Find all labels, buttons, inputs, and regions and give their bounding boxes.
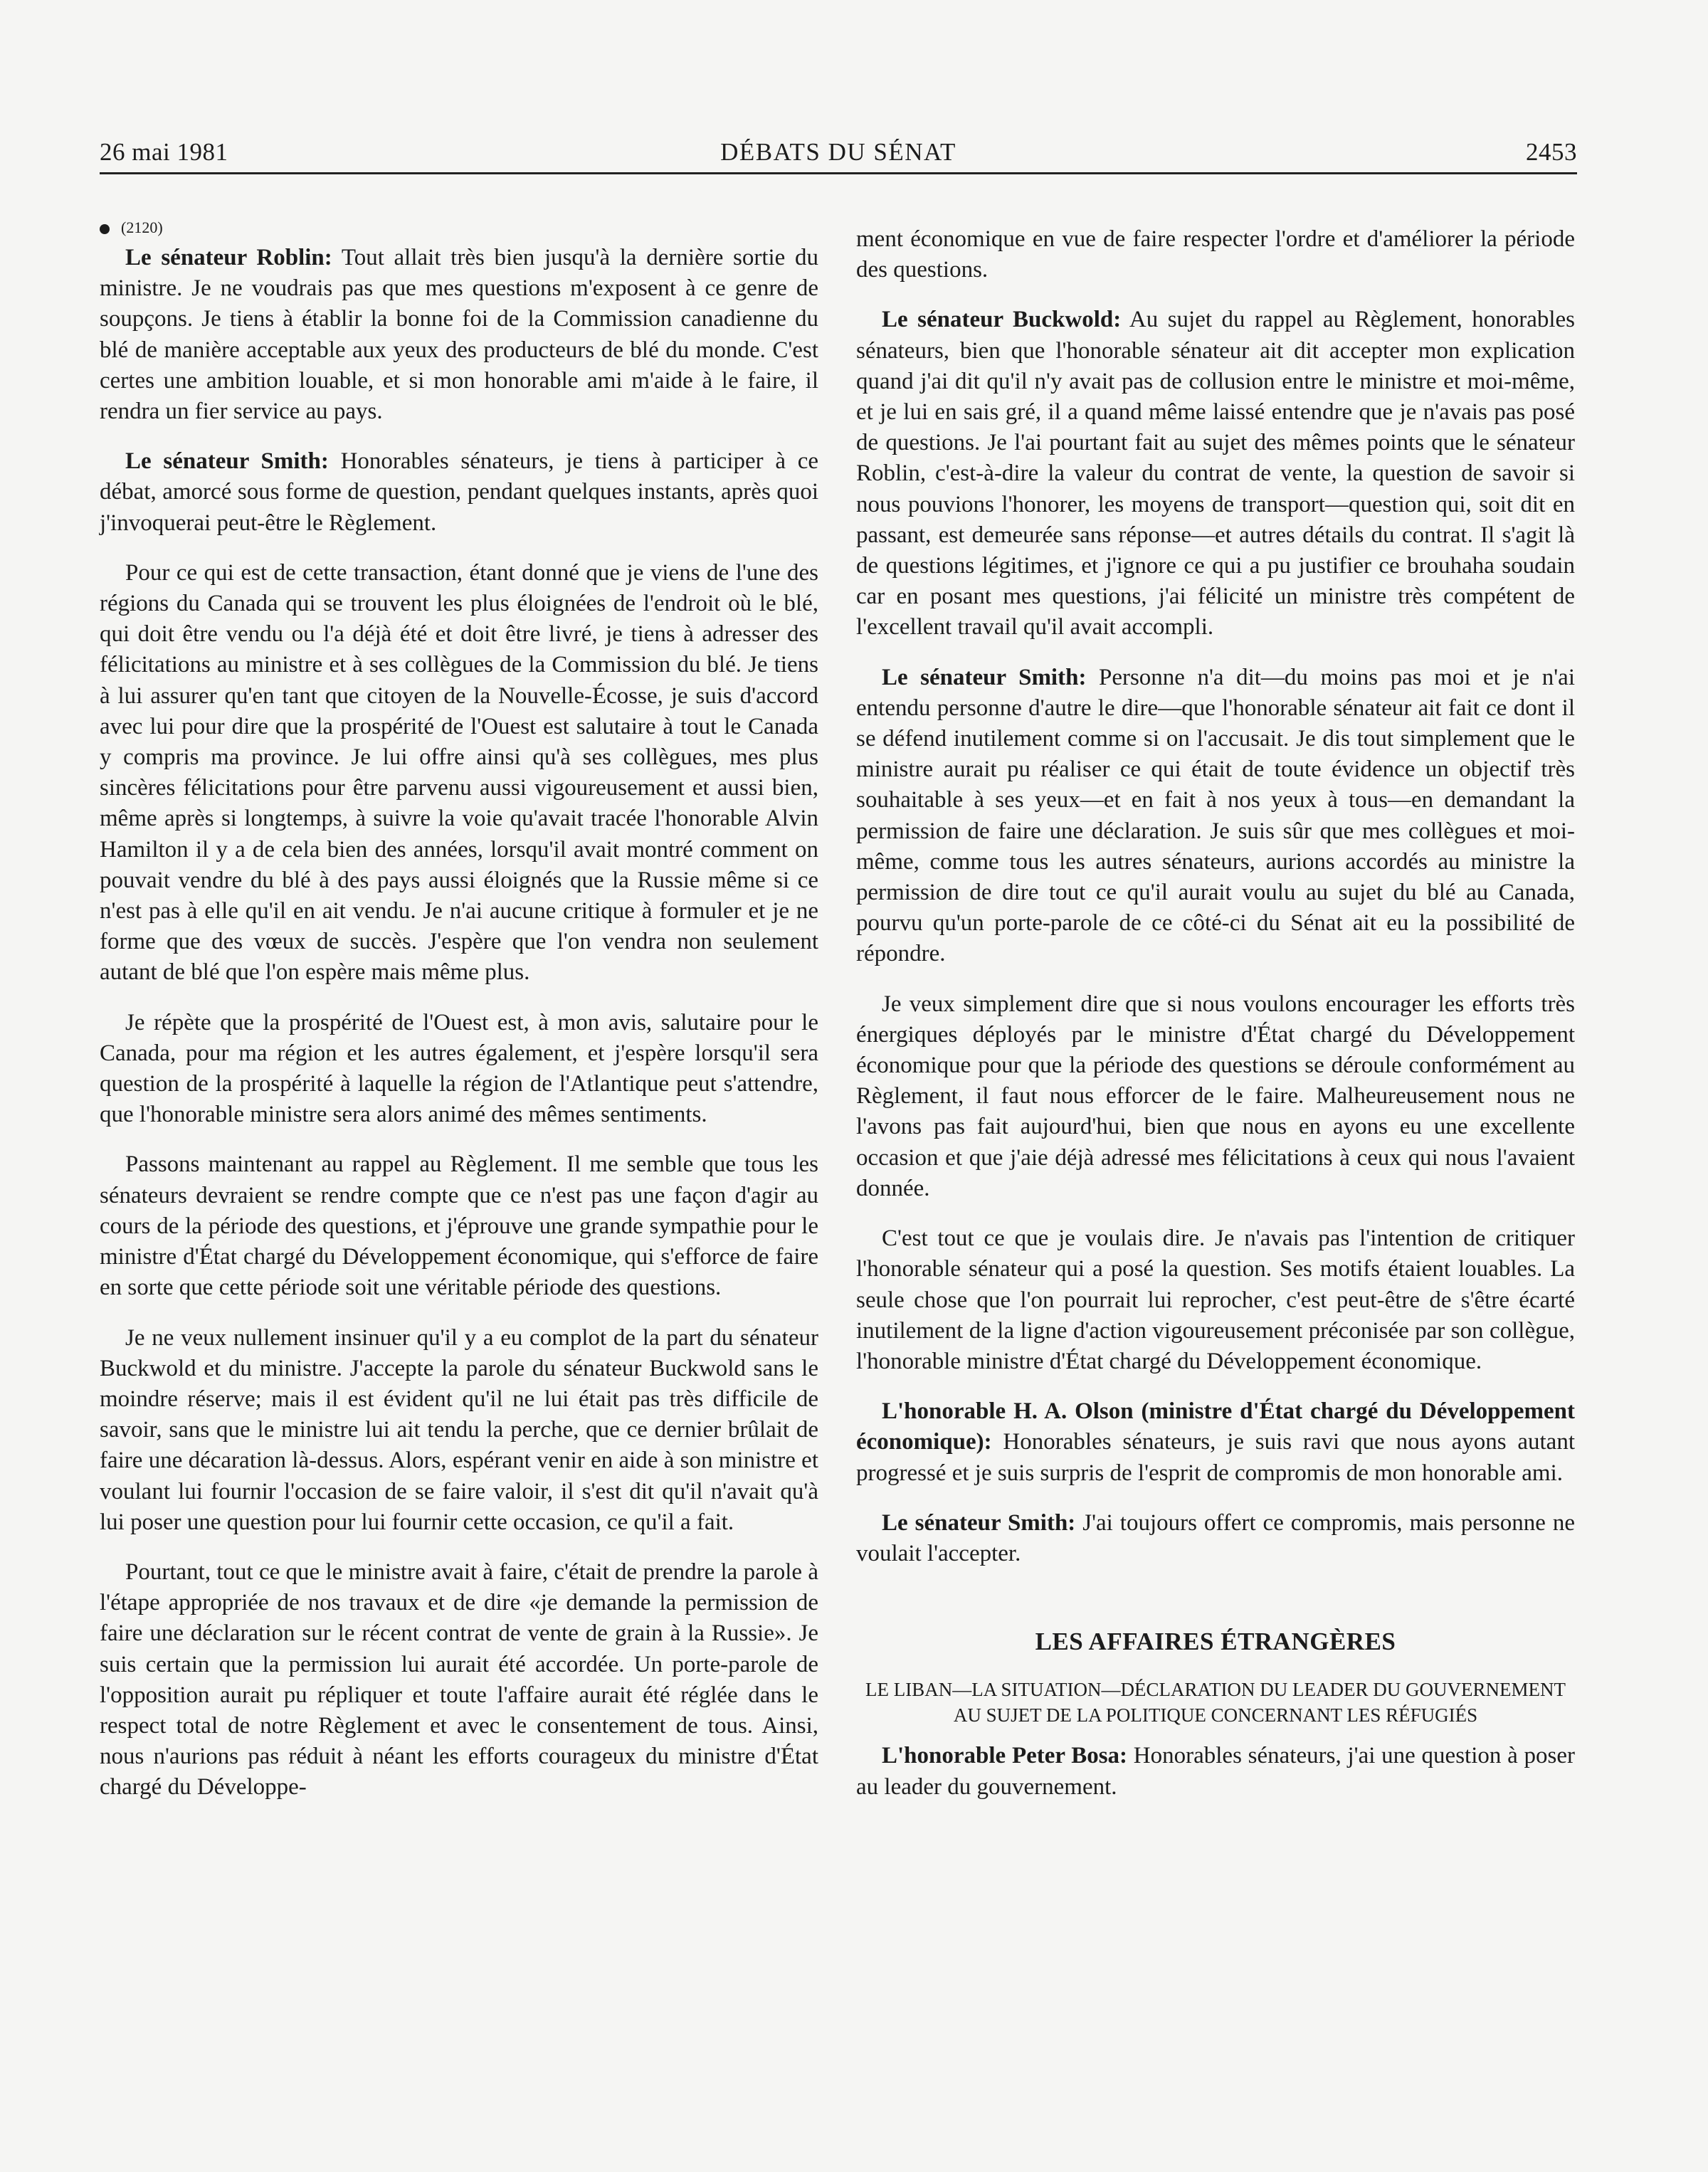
speech-text: J'ai toujours offert ce compromis, mais personne ne voulait l'accepter. (856, 1509, 1575, 1566)
bullet-icon (100, 224, 110, 234)
speaker-name: Le sénateur Smith: (882, 664, 1087, 690)
paragraph-smith (856, 663, 1575, 970)
speaker-name: L'honorable H. A. Olson (ministre d'État chargé du Développement économique): (856, 1398, 1575, 1455)
paragraph: Pourtant, tout ce que le ministre avait à faire, c'était de prendre la parole à l'étape appropriée de nos travaux et de dire «je demande la permission de faire une déclaration sur le récent contrat de vente de grain à la Russie». Je suis certain que la permission lui aurait été accordée. Un porte-parole de l'opposition aurait pu répliquer et toute l'affaire aurait été réglée dans le respect total de notre Règlement et avec le consentement de tous. Ainsi, nous n'aurions pas réduit à néant les efforts courageux du ministre d'État chargé du Développe- (100, 1559, 818, 1801)
header-page-number: 2453 (1526, 138, 1577, 166)
section-subheading: LE LIBAN—LA SITUATION—DÉCLARATION DU LEADER DU GOUVERNEMENT AU SUJET DE LA POLITIQUE CONCERNANT LES RÉFUGIÉS (865, 1679, 1566, 1726)
paragraph: Passons maintenant au rappel au Règlement. Il me semble que tous les sénateurs devraient se rendre compte que ce n'est pas une façon d'agir au cours de la période des questions, et j'éprouve une grande sympathie pour le ministre d'État chargé du Développement économique, qui s'efforce de faire en sorte que cette période soit une véritable période des questions. (100, 1151, 818, 1301)
paragraph-bosa (856, 1741, 1575, 1802)
paragraph-continued: ment économique en vue de faire respecter l'ordre et d'améliorer la période des questions. (856, 226, 1575, 283)
paragraph-smith (856, 1508, 1575, 1569)
speaker-name: Le sénateur Smith: (882, 1509, 1076, 1536)
speech-text: Honorables sénateurs, je tiens à participer à ce débat, amorcé sous forme de question, pendant quelques instants, après quoi j'invoquerai peut-être le Règlement. (100, 448, 818, 536)
speaker-name: L'honorable Peter Bosa: (882, 1743, 1128, 1769)
speaker-name: Le sénateur Buckwold: (882, 307, 1122, 333)
page-header (100, 137, 1577, 174)
paragraph-olson (856, 1396, 1575, 1489)
paragraph: Je ne veux nullement insinuer qu'il y a eu complot de la part du sénateur Buckwold et du ministre. J'accepte la parole du sénateur Buckwold sans le moindre réserve; mais il est évident qu'il ne lui était pas très difficile de savoir, sans que le ministre lui ait tendu la perche, que ce dernier brûlait de faire une décaration là-dessus. Alors, espérant venir en aide à son ministre et voulant lui fournir l'occasion de se faire valoir, il s'est dit qu'il n'avait qu'à lui poser une question pour lui fournir cette occasion, ce qu'il a fait. (100, 1324, 818, 1535)
time-marker-label: (2120) (121, 218, 163, 236)
speech-text: Tout allait très bien jusqu'à la dernière sortie du ministre. Je ne voudrais pas que mes questions m'exposent à ce genre de soupçons. Je tiens à établir la bonne foi de la Commission canadienne du blé de manière acceptable aux yeux des producteurs de blé du monde. C'est certes une ambition louable, et si mon honorable ami m'aide à le faire, il rendra un fier service au pays. (100, 245, 819, 425)
section-title: LES AFFAIRES ÉTRANGÈRES (1035, 1628, 1396, 1656)
paragraph: Pour ce qui est de cette transaction, étant donné que je viens de l'une des régions du Canada qui se trouvent les plus éloignées de l'endroit où le blé, qui doit être vendu ou l'a déjà été et doit être livré, je tiens à adresser des félicitations au ministre et à ses collègues de la Commission du blé. Je tiens à lui assurer qu'en tant que citoyen de la Nouvelle-Écosse, je suis d'accord avec lui pour dire que la prospérité de l'Ouest est salutaire à tout le Canada y compris ma province. Je lui offre ainsi qu'à ses collègues, mes plus sincères félicitations pour être parvenu aussi vigoureusement et aussi bien, même après si longtemps, à suivre la voie qu'avait tracée l'honorable Alvin Hamilton il y a de cela bien des années, lorsqu'il avait montré comment on pouvait vendre du blé à des pays aussi éloignés que la Russie même si ce n'est pas à elle qu'il en ait vendu. Je n'ai aucune critique à formuler et je ne forme que des vœux de succès. J'espère que l'on vendra non seulement autant de blé que l'on espère mais même plus. (100, 559, 818, 986)
speech-text: Personne n'a dit—du moins pas moi et je n'ai entendu personne d'autre le dire—que l'honorable sénateur ait fait ce dont il se défend inutilement comme si on l'accusait. Je dis tout simplement que le ministre aurait pu réaliser ce qui était de toute évidence un objectif très souhaitable à ses yeux—et en fait à nos yeux à tous—en demandant la permission de faire une déclaration. Je suis sûr que mes collègues et moi-même, comme tous les autres sénateurs, aurions accordés au ministre la permission de dire tout ce qu'il aurait voulu au sujet du blé au Canada, pourvu qu'un porte-parole de ce côté-ci du Sénat ait eu la possibilité de répondre. (856, 664, 1575, 967)
paragraph: Je répète que la prospérité de l'Ouest est, à mon avis, salutaire pour le Canada, pour ma région et les autres également, et j'espère lorsqu'il sera question de la prospérité à laquelle la région de l'Atlantique peut s'attendre, que l'honorable ministre sera alors animé des mêmes sentiments. (100, 1009, 818, 1128)
paragraph: C'est tout ce que je voulais dire. Je n'avais pas l'intention de critiquer l'honorable sénateur qui a posé la question. Ses motifs étaient louables. La seule chose que l'on pourrait lui reprocher, c'est peut-être de s'être écarté inutilement de la ligne d'action vigoureusement préconisée par son collègue, l'honorable ministre d'État chargé du Développement économique. (856, 1225, 1575, 1374)
header-title: DÉBATS DU SÉNAT (720, 138, 956, 166)
paragraph-smith (100, 446, 818, 539)
speech-text: Honorables sénateurs, j'ai une question à poser au leader du gouvernement. (856, 1743, 1575, 1800)
speech-text: Au sujet du rappel au Règlement, honorables sénateurs, bien que l'honorable sénateur ait dit accepter mon explication quand j'ai dit qu'il n'y avait pas de collusion entre le ministre et moi-même, et je lui en sais gré, il a quand même laissé entendre que je n'avais pas posé de questions. Je l'ai pourtant fait au sujet des mêmes points que le sénateur Roblin, c'est-à-dire la valeur du contrat de vente, la question de savoir si nous pouvions l'honorer, les moyens de transport—question qui, soit dit en passant, est demeurée sans réponse—et autres détails du contrat. Il s'agit là de questions légitimes, et j'ignore ce qui a pu justifier ce brouhaha soudain car en posant mes questions, j'ai félicité un ministre très compétent de l'excellent travail qu'il avait accompli. (856, 307, 1576, 640)
paragraph-buckwold (856, 305, 1575, 643)
right-column (856, 224, 1575, 1822)
paragraph: Je veux simplement dire que si nous voulons encourager les efforts très énergiques déployés par le ministre d'État chargé du Développement économique pour que la période des questions se déroule conformément au Règlement, il faut nous efforcer de le faire. Malheureusement nous ne l'avons pas fait aujourd'hui, bien que nous en ayons eu une excellente occasion et que j'aie déjà adressé mes félicitations à ceux qui nous l'avaient donnée. (856, 991, 1575, 1201)
time-marker (100, 217, 818, 238)
left-column (100, 217, 818, 1823)
speaker-name: Le sénateur Smith: (125, 448, 329, 475)
speaker-name: Le sénateur Roblin: (125, 245, 332, 270)
speech-text: Honorables sénateurs, je suis ravi que nous ayons autant progressé et je suis surpris de l'esprit de compromis de mon honorable ami. (856, 1429, 1575, 1486)
paragraph-roblin (100, 243, 818, 427)
header-date: 26 mai 1981 (100, 138, 228, 166)
